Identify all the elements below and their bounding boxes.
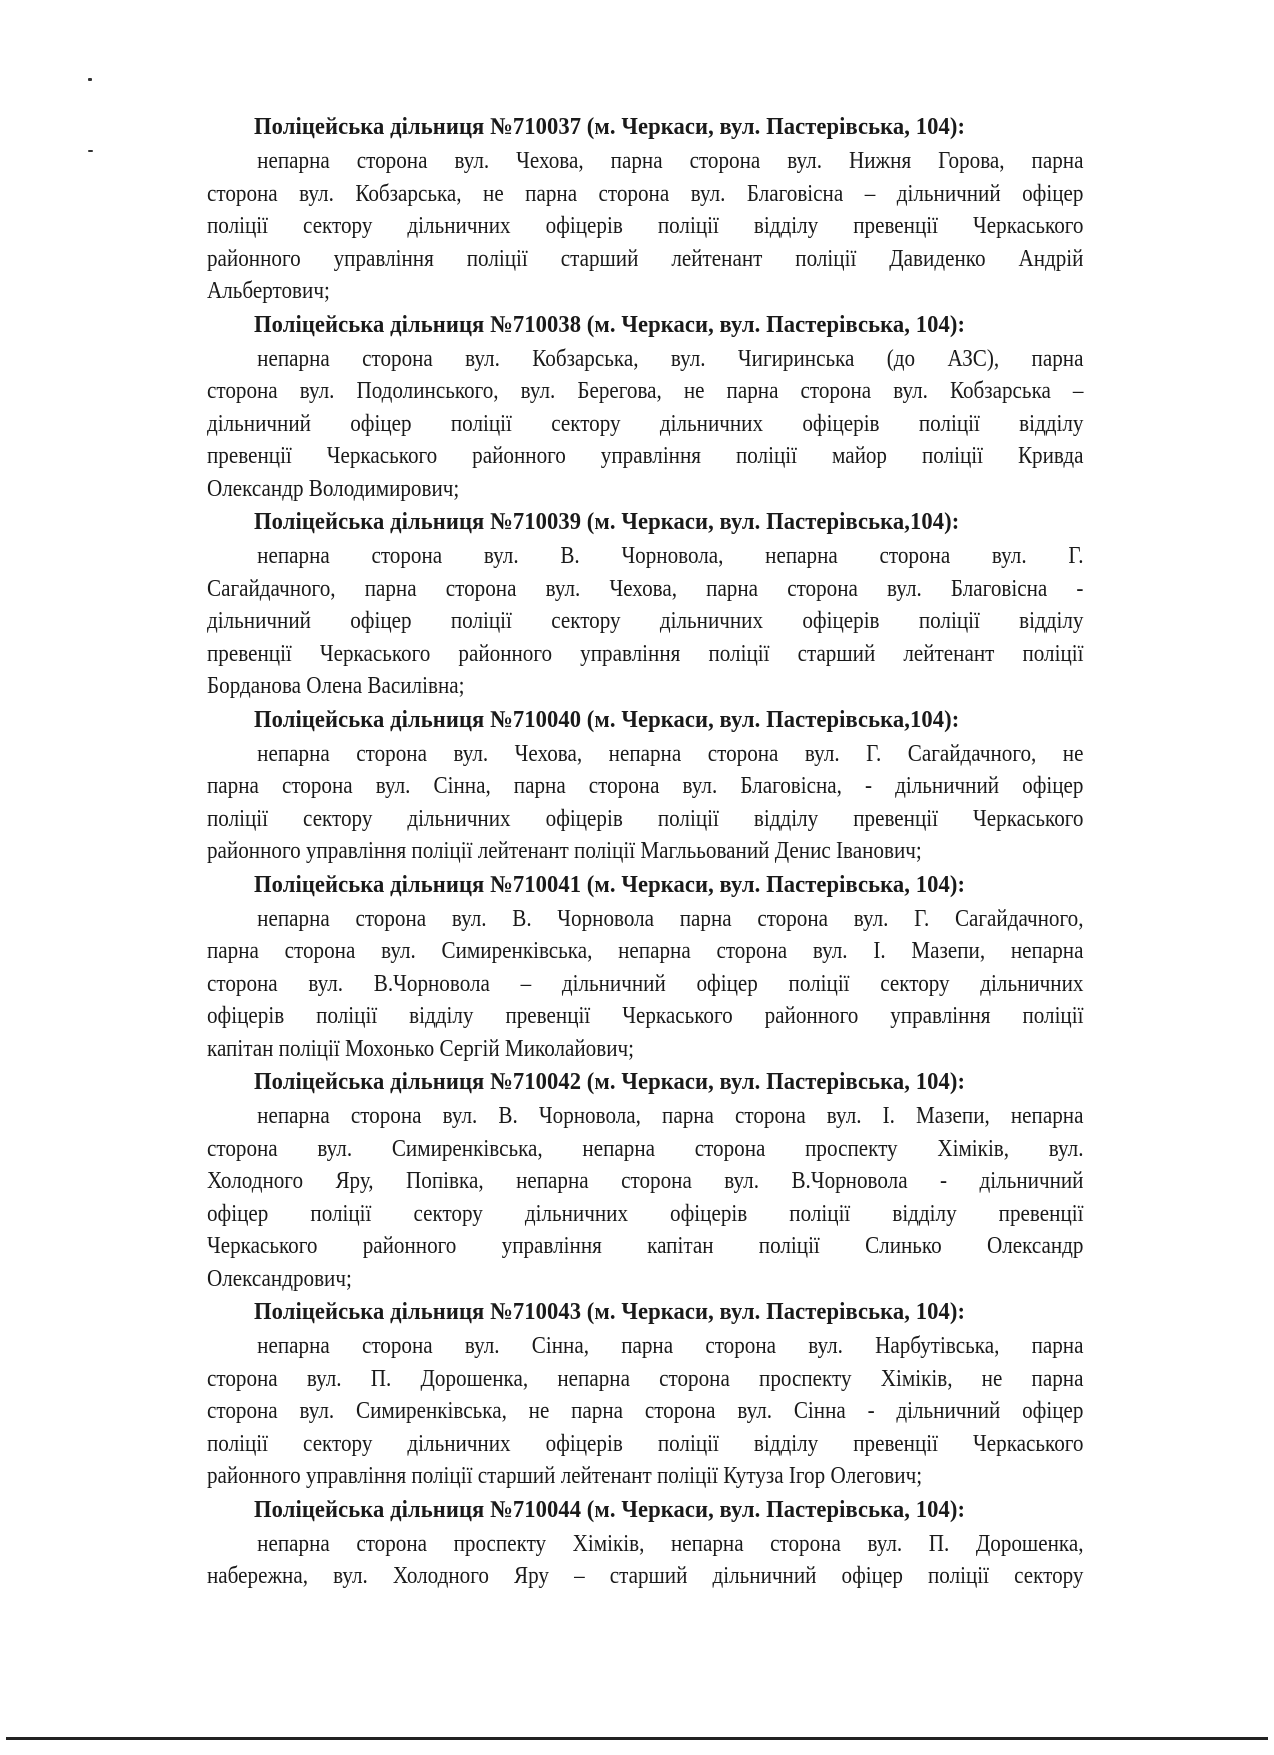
precinct-heading: Поліцейська дільниця №710039 (м. Черкаси, вул. Пастерівська,104): [254, 509, 960, 535]
precinct-section [207, 1295, 1084, 1493]
precinct-description-line: сторона вул. В.Чорновола – дільничний офіцер поліції сектору дільничних [207, 970, 1084, 997]
precinct-description-line: непарна сторона проспекту Хіміків, непарна сторона вул. П. Дорошенка, [257, 1530, 1084, 1557]
precinct-description-line: районного управління поліції старший лейтенант поліції Давиденко Андрій [207, 245, 1084, 272]
precinct-description-line: капітан поліції Мохонько Сергій Миколайович; [207, 1035, 635, 1062]
precinct-heading: Поліцейська дільниця №710043 (м. Черкаси, вул. Пастерівська, 104): [254, 1299, 966, 1325]
precinct-heading: Поліцейська дільниця №710040 (м. Черкаси, вул. Пастерівська,104): [254, 706, 960, 733]
precinct-section [207, 1065, 1084, 1295]
precinct-description-line: поліції сектору дільничних офіцерів поліції відділу превенції Черкаського [207, 1430, 1084, 1457]
precinct-description-line: офіцер поліції сектору дільничних офіцерів поліції відділу превенції [207, 1200, 1084, 1227]
precinct-description-line: Олександр Володимирович; [207, 475, 460, 502]
precinct-description-line: дільничний офіцер поліції сектору дільничних офіцерів поліції відділу [207, 608, 1084, 634]
precinct-description-line: сторона вул. Подолинського, вул. Берегова, не парна сторона вул. Кобзарська – [207, 378, 1084, 404]
precinct-description-line: Альбертович; [207, 278, 330, 304]
precinct-description-line: превенції Черкаського районного управління поліції майор поліції Кривда [207, 443, 1084, 469]
precinct-heading: Поліцейська дільниця №710041 (м. Черкаси, вул. Пастерівська, 104): [254, 871, 966, 898]
precinct-description-line: непарна сторона вул. Сінна, парна сторона вул. Нарбутівська, парна [257, 1333, 1084, 1359]
precinct-heading: Поліцейська дільниця №710042 (м. Черкаси, вул. Пастерівська, 104): [254, 1069, 966, 1095]
precinct-description-line: Черкаського районного управління капітан поліції Слинько Олександр [207, 1233, 1084, 1259]
precinct-description-line: Холодного Яру, Попівка, непарна сторона вул. В.Чорновола - дільничний [207, 1168, 1084, 1194]
precinct-description-line: Сагайдачного, парна сторона вул. Чехова, парна сторона вул. Благовісна - [207, 575, 1084, 602]
precinct-description-line: сторона вул. Симиренківська, не парна сторона вул. Сінна - дільничний офіцер [207, 1398, 1084, 1424]
precinct-heading: Поліцейська дільниця №710044 (м. Черкаси, вул. Пастерівська, 104): [254, 1496, 966, 1523]
precinct-description-line: непарна сторона вул. В. Чорновола парна сторона вул. Г. Сагайдачного, [257, 905, 1084, 932]
precinct-description-line: набережна, вул. Холодного Яру – старший дільничний офіцер поліції сектору [207, 1563, 1084, 1589]
scan-speck [88, 150, 93, 152]
precinct-heading: Поліцейська дільниця №710037 (м. Черкаси, вул. Пастерівська, 104): [254, 114, 966, 140]
footer-rule [6, 1737, 1268, 1740]
precinct-description-line: сторона вул. П. Дорошенка, непарна сторона проспекту Хіміків, не парна [207, 1365, 1084, 1392]
precinct-description-line: Борданова Олена Василівна; [207, 673, 465, 699]
precinct-description-line: сторона вул. Кобзарська, не парна сторона вул. Благовісна – дільничний офіцер [207, 180, 1084, 207]
precinct-section [207, 868, 1084, 1066]
precinct-section [207, 308, 1084, 506]
precinct-description-line: дільничний офіцер поліції сектору дільничних офіцерів поліції відділу [207, 410, 1084, 437]
scan-speck [88, 78, 92, 81]
precinct-description-line: непарна сторона вул. В. Чорновола, непарна сторона вул. Г. [257, 543, 1084, 569]
precinct-description-line: поліції сектору дільничних офіцерів поліції відділу превенції Черкаського [207, 213, 1084, 239]
precinct-description-line: парна сторона вул. Симиренківська, непарна сторона вул. І. Мазепи, непарна [207, 938, 1084, 964]
precinct-section [207, 703, 1084, 868]
precinct-description-line: непарна сторона вул. Кобзарська, вул. Чигиринська (до АЗС), парна [257, 345, 1084, 372]
precinct-description-line: Олександрович; [207, 1265, 352, 1292]
precinct-description-line: районного управління поліції лейтенант поліції Маглььований Денис Іванович; [207, 838, 922, 864]
precinct-description-line: районного управління поліції старший лейтенант поліції Кутуза Ігор Олегович; [207, 1463, 923, 1489]
precinct-description-line: непарна сторона вул. Чехова, парна сторона вул. Нижня Горова, парна [257, 148, 1084, 174]
precinct-description-line: офіцерів поліції відділу превенції Черкаського районного управління поліції [207, 1003, 1084, 1029]
precinct-description-line: сторона вул. Симиренківська, непарна сторона проспекту Хіміків, вул. [207, 1135, 1084, 1162]
precinct-description-line: парна сторона вул. Сінна, парна сторона вул. Благовісна, - дільничний офіцер [207, 773, 1084, 799]
precinct-section [207, 1493, 1084, 1593]
precinct-description-line: поліції сектору дільничних офіцерів поліції відділу превенції Черкаського [207, 805, 1084, 832]
precinct-description-line: непарна сторона вул. Чехова, непарна сторона вул. Г. Сагайдачного, не [257, 740, 1084, 767]
precinct-section [207, 505, 1084, 703]
document-body [207, 110, 1084, 1593]
precinct-description-line: превенції Черкаського районного управління поліції старший лейтенант поліції [207, 640, 1084, 667]
precinct-section [207, 110, 1084, 308]
precinct-description-line: непарна сторона вул. В. Чорновола, парна сторона вул. І. Мазепи, непарна [257, 1103, 1084, 1129]
precinct-heading: Поліцейська дільниця №710038 (м. Черкаси, вул. Пастерівська, 104): [254, 311, 966, 338]
